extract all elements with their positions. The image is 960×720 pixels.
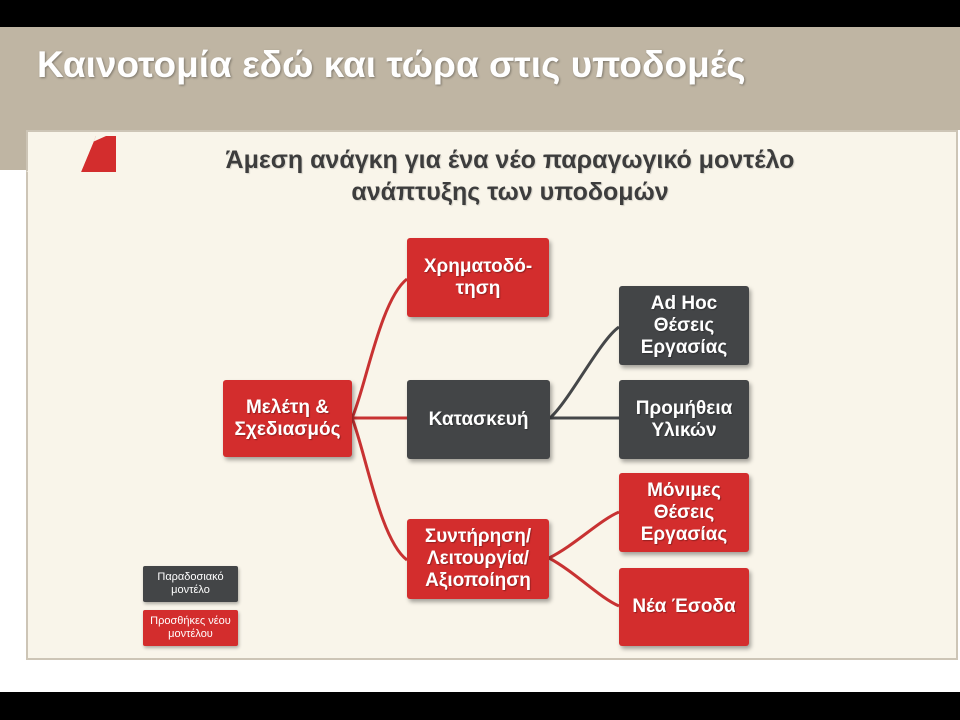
node-permanent-jobs: [619, 473, 749, 552]
node-construction: [407, 380, 550, 459]
node-new-income: [619, 568, 749, 646]
node-maintenance-line-2: Λειτουργία/: [426, 548, 530, 569]
legend-additions-line-2: μοντέλου: [168, 628, 213, 640]
node-new-income-line-1: Νέα Έσοδα: [632, 596, 736, 617]
legend-additions-line-1: Προσθήκες νέου: [150, 615, 231, 627]
connector-maintenance-permanent: [549, 512, 619, 558]
slide-title: Καινοτομία εδώ και τώρα στις υποδομές: [37, 44, 746, 85]
node-adhoc-jobs-line-1: Ad Hoc Θέσεις: [650, 292, 718, 336]
subtitle-line-1: Άμεση ανάγκη για ένα νέο παραγωγικό μοντέλο: [225, 146, 795, 174]
node-financing-line-2: τηση: [455, 277, 501, 299]
node-design-line-1: Μελέτη &: [245, 396, 330, 418]
node-design: [223, 380, 352, 457]
node-financing-line-1: Χρηματοδό-: [423, 255, 533, 277]
node-permanent-jobs-line-1: Μόνιμες: [647, 479, 721, 501]
node-permanent-jobs-line-2: Θέσεις: [653, 501, 715, 523]
node-financing: [407, 238, 549, 317]
node-maintenance-line-3: Αξιοποίηση: [425, 570, 531, 591]
connector-design-financing: [352, 279, 407, 418]
connector-design-maintenance: [352, 418, 407, 560]
node-permanent-jobs-line-3: Εργασίας: [640, 523, 728, 545]
node-construction-line-1: Κατασκευή: [428, 408, 529, 430]
node-maintenance: [407, 519, 549, 599]
node-materials-line-1: Προμήθεια: [635, 397, 733, 419]
legend-new-model-additions: [143, 610, 238, 646]
connector-maintenance-income: [549, 558, 619, 606]
connector-construction-adhoc: [550, 327, 619, 418]
legend-traditional-model: [143, 566, 238, 602]
node-maintenance-line-1: Συντήρηση/: [424, 526, 532, 547]
node-design-line-2: Σχεδιασμός: [234, 418, 341, 440]
node-materials-line-2: Υλικών: [651, 419, 717, 441]
node-materials: [619, 380, 749, 459]
bottom-black-bar: [0, 692, 960, 720]
legend-traditional-line-2: μοντέλο: [171, 584, 210, 596]
subtitle-line-2: ανάπτυξης των υποδομών: [351, 178, 669, 206]
node-adhoc-jobs-line-2: Εργασίας: [640, 336, 728, 358]
legend-traditional-line-1: Παραδοσιακό: [157, 571, 224, 583]
node-adhoc-jobs: [619, 286, 749, 365]
